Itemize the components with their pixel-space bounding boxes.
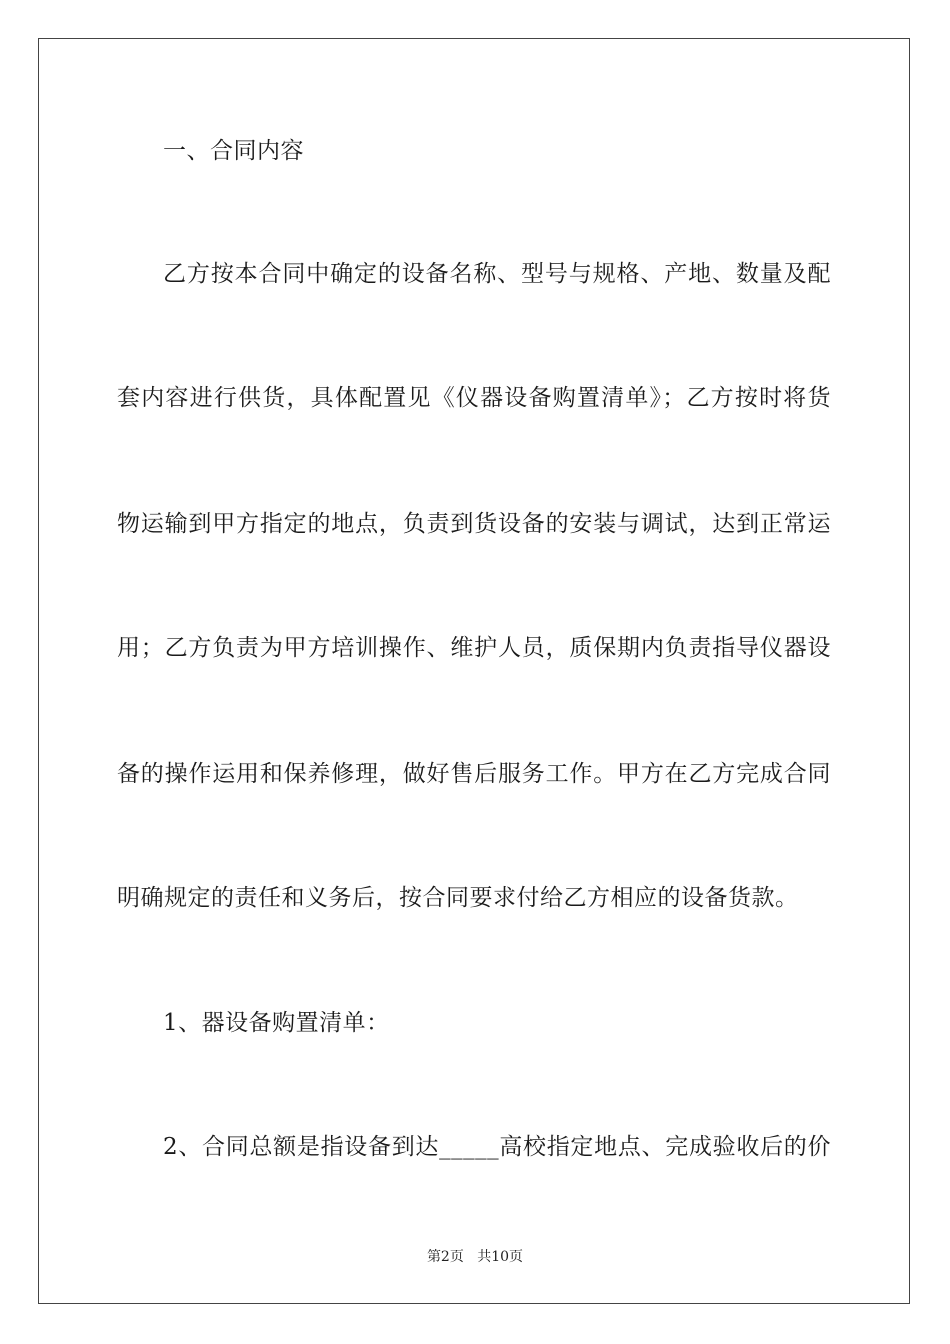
- section-heading: 一、合同内容: [163, 138, 304, 164]
- list-item-2: 2、合同总额是指设备到达_____高校指定地点、完成验收后的价: [163, 1134, 831, 1160]
- paragraph-line: 明确规定的责任和义务后，按合同要求付给乙方相应的设备货款。: [117, 885, 799, 911]
- page-footer: [0, 1248, 950, 1266]
- paragraph-line: 套内容进行供货，具体配置见《仪器设备购置清单》；乙方按时将货: [117, 385, 831, 411]
- paragraph-line: 物运输到甲方指定的地点，负责到货设备的安装与调试，达到正常运: [117, 511, 831, 537]
- paragraph-line: 乙方按本合同中确定的设备名称、型号与规格、产地、数量及配: [163, 261, 831, 287]
- list-item-1: 1、器设备购置清单：: [163, 1010, 390, 1036]
- page-border: [38, 38, 910, 1304]
- paragraph-line: 用；乙方负责为甲方培训操作、维护人员，质保期内负责指导仪器设: [117, 635, 831, 661]
- page-total: 共10页: [477, 1249, 524, 1265]
- page-number: 第2页: [426, 1249, 464, 1265]
- paragraph-line: 备的操作运用和保养修理，做好售后服务工作。甲方在乙方完成合同: [117, 761, 831, 787]
